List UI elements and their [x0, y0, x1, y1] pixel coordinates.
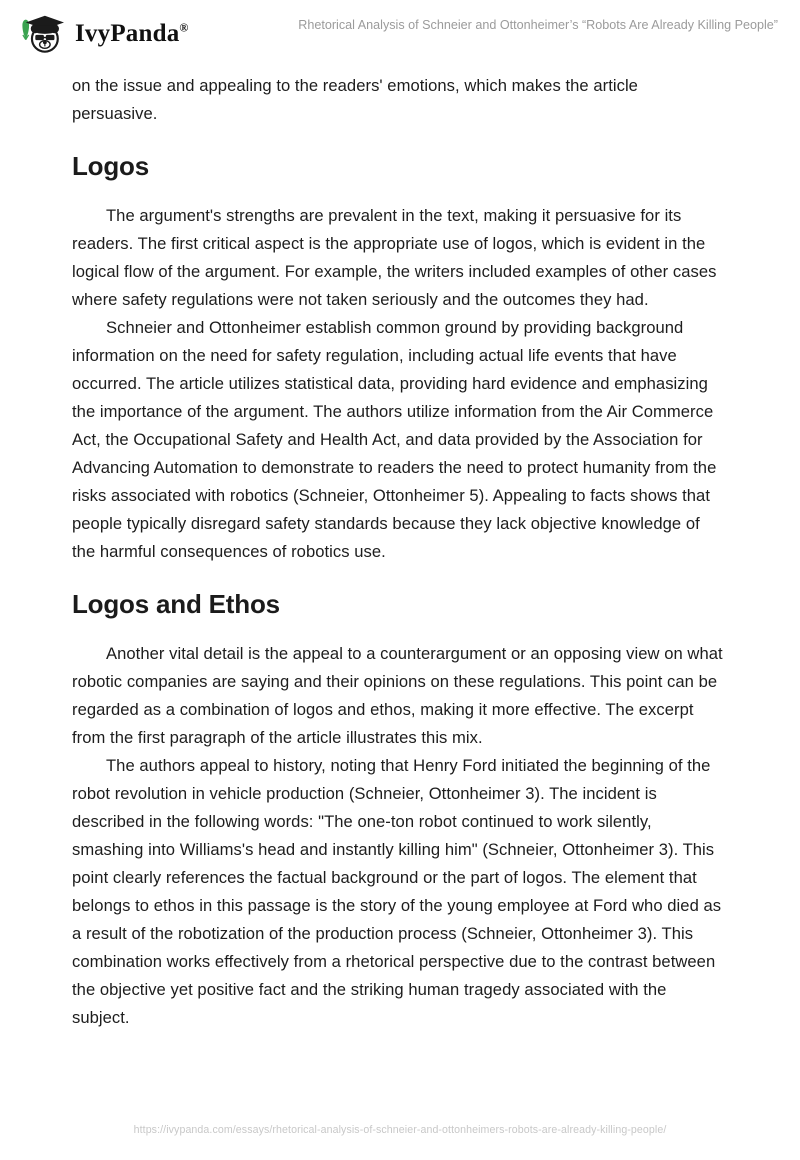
brand-logo[interactable]: [18, 11, 189, 55]
section-heading-logos-and-ethos: Logos and Ethos: [72, 589, 280, 619]
brand-name: [75, 21, 189, 46]
panda-graduate-logo-icon: [18, 11, 66, 55]
section-heading-logos: Logos: [72, 151, 149, 181]
document-body: [72, 72, 724, 1032]
document-title-header: Rhetorical Analysis of Schneier and Ottonheimer’s “Robots Are Already Killing People”: [298, 18, 778, 32]
source-url-link[interactable]: https://ivypanda.com/essays/rhetorical-analysis-of-schneier-and-ottonheimers-robots-are-already-killing-people/: [133, 1124, 667, 1136]
continued-paragraph: on the issue and appealing to the readers' emotions, which makes the article persuasive.: [72, 76, 638, 123]
brand-name-text: IvyPanda: [75, 19, 180, 47]
paragraph: Another vital detail is the appeal to a counterargument or an opposing view on what robotic companies are saying and their opinions on these regulations. This point can be regarded as a combination of logos and ethos, making it more effective. The excerpt from the first paragraph of the article illustrates this mix.: [72, 644, 723, 747]
page-footer: [0, 1120, 800, 1138]
page-header: [0, 0, 800, 62]
paragraph: The argument's strengths are prevalent in the text, making it persuasive for its readers. The first critical aspect is the appropriate use of logos, which is evident in the logical flow of the argument. For example, the writers included examples of other cases where safety regulations were not taken seriously and the outcomes they had.: [72, 206, 717, 309]
paragraph: The authors appeal to history, noting that Henry Ford initiated the beginning of the robot revolution in vehicle production (Schneier, Ottonheimer 3). The incident is described in the following words: "The one-ton robot continued to work silently, smashing into Williams's head and instantly killing him" (Schneier, Ottonheimer 3). This point clearly references the factual background or the part of logos. The element that belongs to ethos in this passage is the story of the young employee at Ford who died as a result of the robotization of the production process (Schneier, Ottonheimer 3). This combination works effectively from a rhetorical perspective due to the contrast between the objective yet positive fact and the striking human tragedy associated with the subject.: [72, 756, 722, 1027]
paragraph: Schneier and Ottonheimer establish common ground by providing background information on the need for safety regulation, including actual life events that have occurred. The article utilizes statistical data, providing hard evidence and emphasizing the importance of the argument. The authors utilize information from the Air Commerce Act, the Occupational Safety and Health Act, and data provided by the Association for Advancing Automation to demonstrate to readers the need to protect humanity from the risks associated with robotics (Schneier, Ottonheimer 5). Appealing to facts shows that people typically disregard safety standards because they lack objective knowledge of the harmful consequences of robotics use.: [72, 318, 717, 561]
registered-mark-icon: ®: [179, 20, 189, 35]
